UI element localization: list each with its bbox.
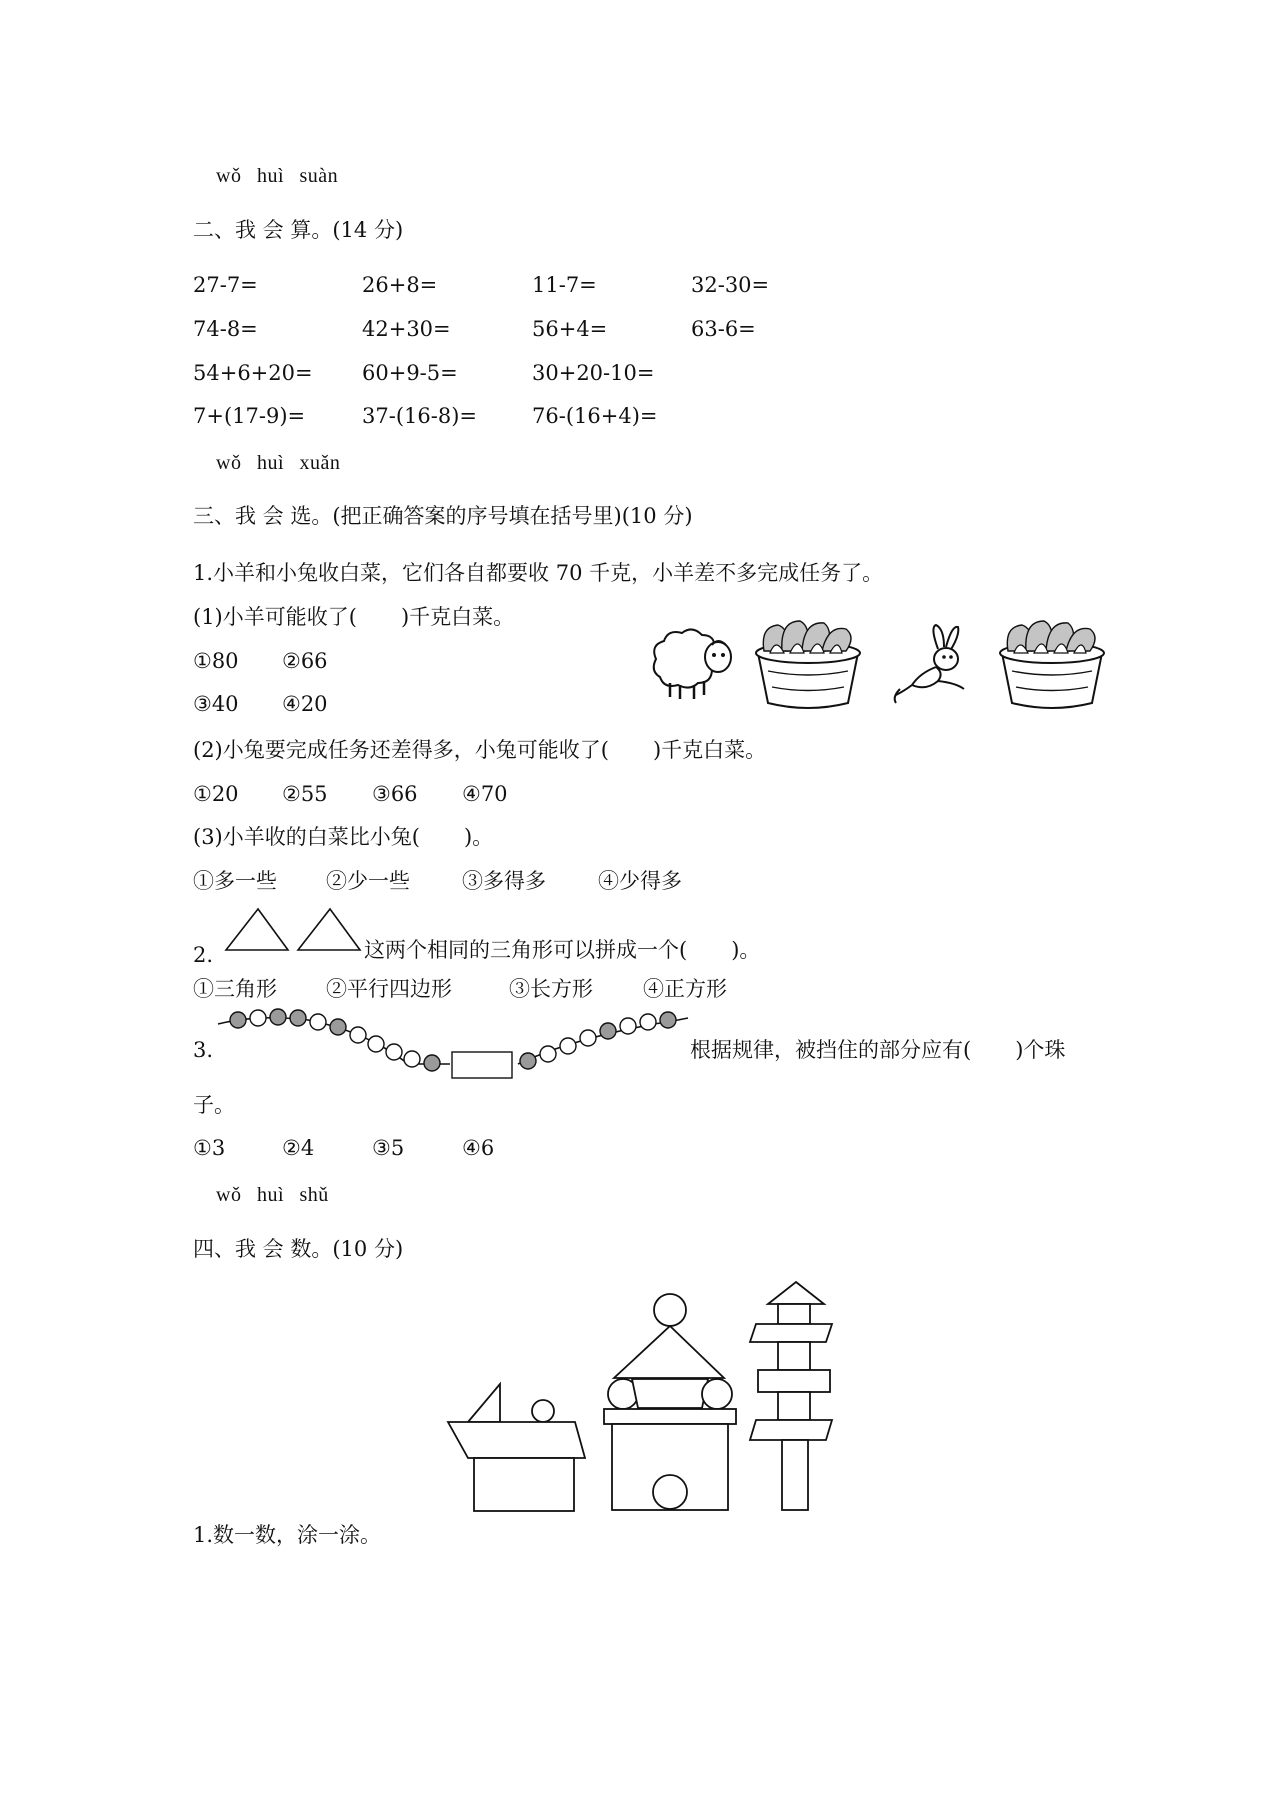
option: ③长方形 [509, 977, 593, 1001]
option: ①三角形 [193, 977, 277, 1001]
q2-number: 2. [193, 943, 214, 967]
pinyin-syllable: suàn [299, 165, 339, 187]
q1-part2 [193, 740, 766, 761]
q1-part1-text-end: )千克白菜。 [400, 605, 515, 629]
option: ②少一些 [326, 869, 410, 893]
option: ②55 [282, 782, 328, 806]
q3-text-end: )个珠 [1015, 1038, 1066, 1062]
calc-item: 63-6= [691, 317, 756, 341]
block-tower-icon [750, 1282, 832, 1510]
q3-number: 3. [193, 1038, 214, 1062]
q1-part1 [193, 607, 514, 628]
pinyin-syllable: huì [256, 452, 285, 474]
q1-part3-text: (3)小羊收的白菜比小兔( [193, 825, 420, 849]
q1-illustration [650, 615, 1120, 715]
calc-item: 32-30= [691, 273, 770, 297]
block-castle-icon [604, 1294, 736, 1510]
section2-heading: 二、我 会 算。(14 分) [193, 218, 404, 242]
q3-continuation: 子。 [193, 1093, 235, 1117]
sheep-icon [654, 629, 731, 699]
option: ①80 [193, 649, 239, 673]
option: ③5 [372, 1136, 405, 1160]
pinyin-syllable: shǔ [299, 1184, 329, 1206]
option: ④正方形 [643, 977, 727, 1001]
q2-text-end: )。 [731, 938, 761, 962]
option: ④6 [462, 1136, 495, 1160]
q1-part1-text: (1)小羊可能收了( [193, 605, 357, 629]
block-house-icon [448, 1384, 585, 1511]
section4-q1: 1.数一数，涂一涂。 [193, 1523, 382, 1547]
pinyin-syllable: huì [256, 165, 285, 187]
option: ③多得多 [462, 869, 546, 893]
option: ④70 [462, 782, 508, 806]
section3-heading: 三、我 会 选。(把正确答案的序号填在括号里)(10 分) [193, 504, 693, 528]
option: ②66 [282, 649, 328, 673]
calc-item: 60+9-5= [362, 361, 458, 385]
calc-item: 30+20-10= [532, 361, 655, 385]
option: ②平行四边形 [326, 977, 452, 1001]
q1-part3-text-end: )。 [463, 825, 494, 849]
calc-item: 56+4= [532, 317, 608, 341]
option: ①多一些 [193, 869, 277, 893]
option: ①3 [193, 1136, 226, 1160]
calc-item: 42+30= [362, 317, 451, 341]
option: ④20 [282, 692, 328, 716]
pinyin-syllable: xuǎn [299, 452, 341, 474]
option: ③40 [193, 692, 239, 716]
rabbit-icon [895, 625, 964, 703]
option: ④少得多 [598, 869, 682, 893]
section3-pinyin [216, 453, 350, 473]
q2-stem [364, 940, 760, 961]
option: ②4 [282, 1136, 315, 1160]
pinyin-syllable: wǒ [216, 1184, 242, 1206]
section4-heading: 四、我 会 数。(10 分) [193, 1237, 404, 1261]
triangle-icon [224, 906, 364, 952]
calc-item: 7+(17-9)= [193, 404, 306, 428]
q3-text: 根据规律，被挡住的部分应有( [690, 1038, 972, 1062]
pinyin-syllable: wǒ [216, 165, 242, 187]
q1-part2-text-end: )千克白菜。 [652, 738, 767, 762]
q1-part2-text: (2)小兔要完成任务还差得多，小兔可能收了( [193, 738, 609, 762]
block-figures [440, 1278, 860, 1518]
option: ③66 [372, 782, 418, 806]
calc-item: 11-7= [532, 273, 597, 297]
calc-item: 27-7= [193, 273, 258, 297]
pinyin-syllable: huì [256, 1184, 285, 1206]
q2-text: 这两个相同的三角形可以拼成一个( [364, 938, 688, 962]
q1-stem: 1.小羊和小兔收白菜，它们各自都要收 70 千克，小羊差不多完成任务了。 [193, 561, 884, 585]
q1-part3 [193, 827, 493, 848]
pinyin-syllable: wǒ [216, 452, 242, 474]
section2-pinyin [216, 166, 348, 186]
calc-item: 26+8= [362, 273, 438, 297]
q3-stem [690, 1040, 1065, 1061]
calc-item: 54+6+20= [193, 361, 313, 385]
cabbage-basket-icon [1000, 621, 1104, 708]
bead-string-icon [218, 1006, 688, 1086]
option: ①20 [193, 782, 239, 806]
cabbage-basket-icon [756, 621, 860, 708]
calc-item: 74-8= [193, 317, 258, 341]
section4-pinyin [216, 1185, 339, 1205]
calc-item: 37-(16-8)= [362, 404, 477, 428]
calc-item: 76-(16+4)= [532, 404, 658, 428]
